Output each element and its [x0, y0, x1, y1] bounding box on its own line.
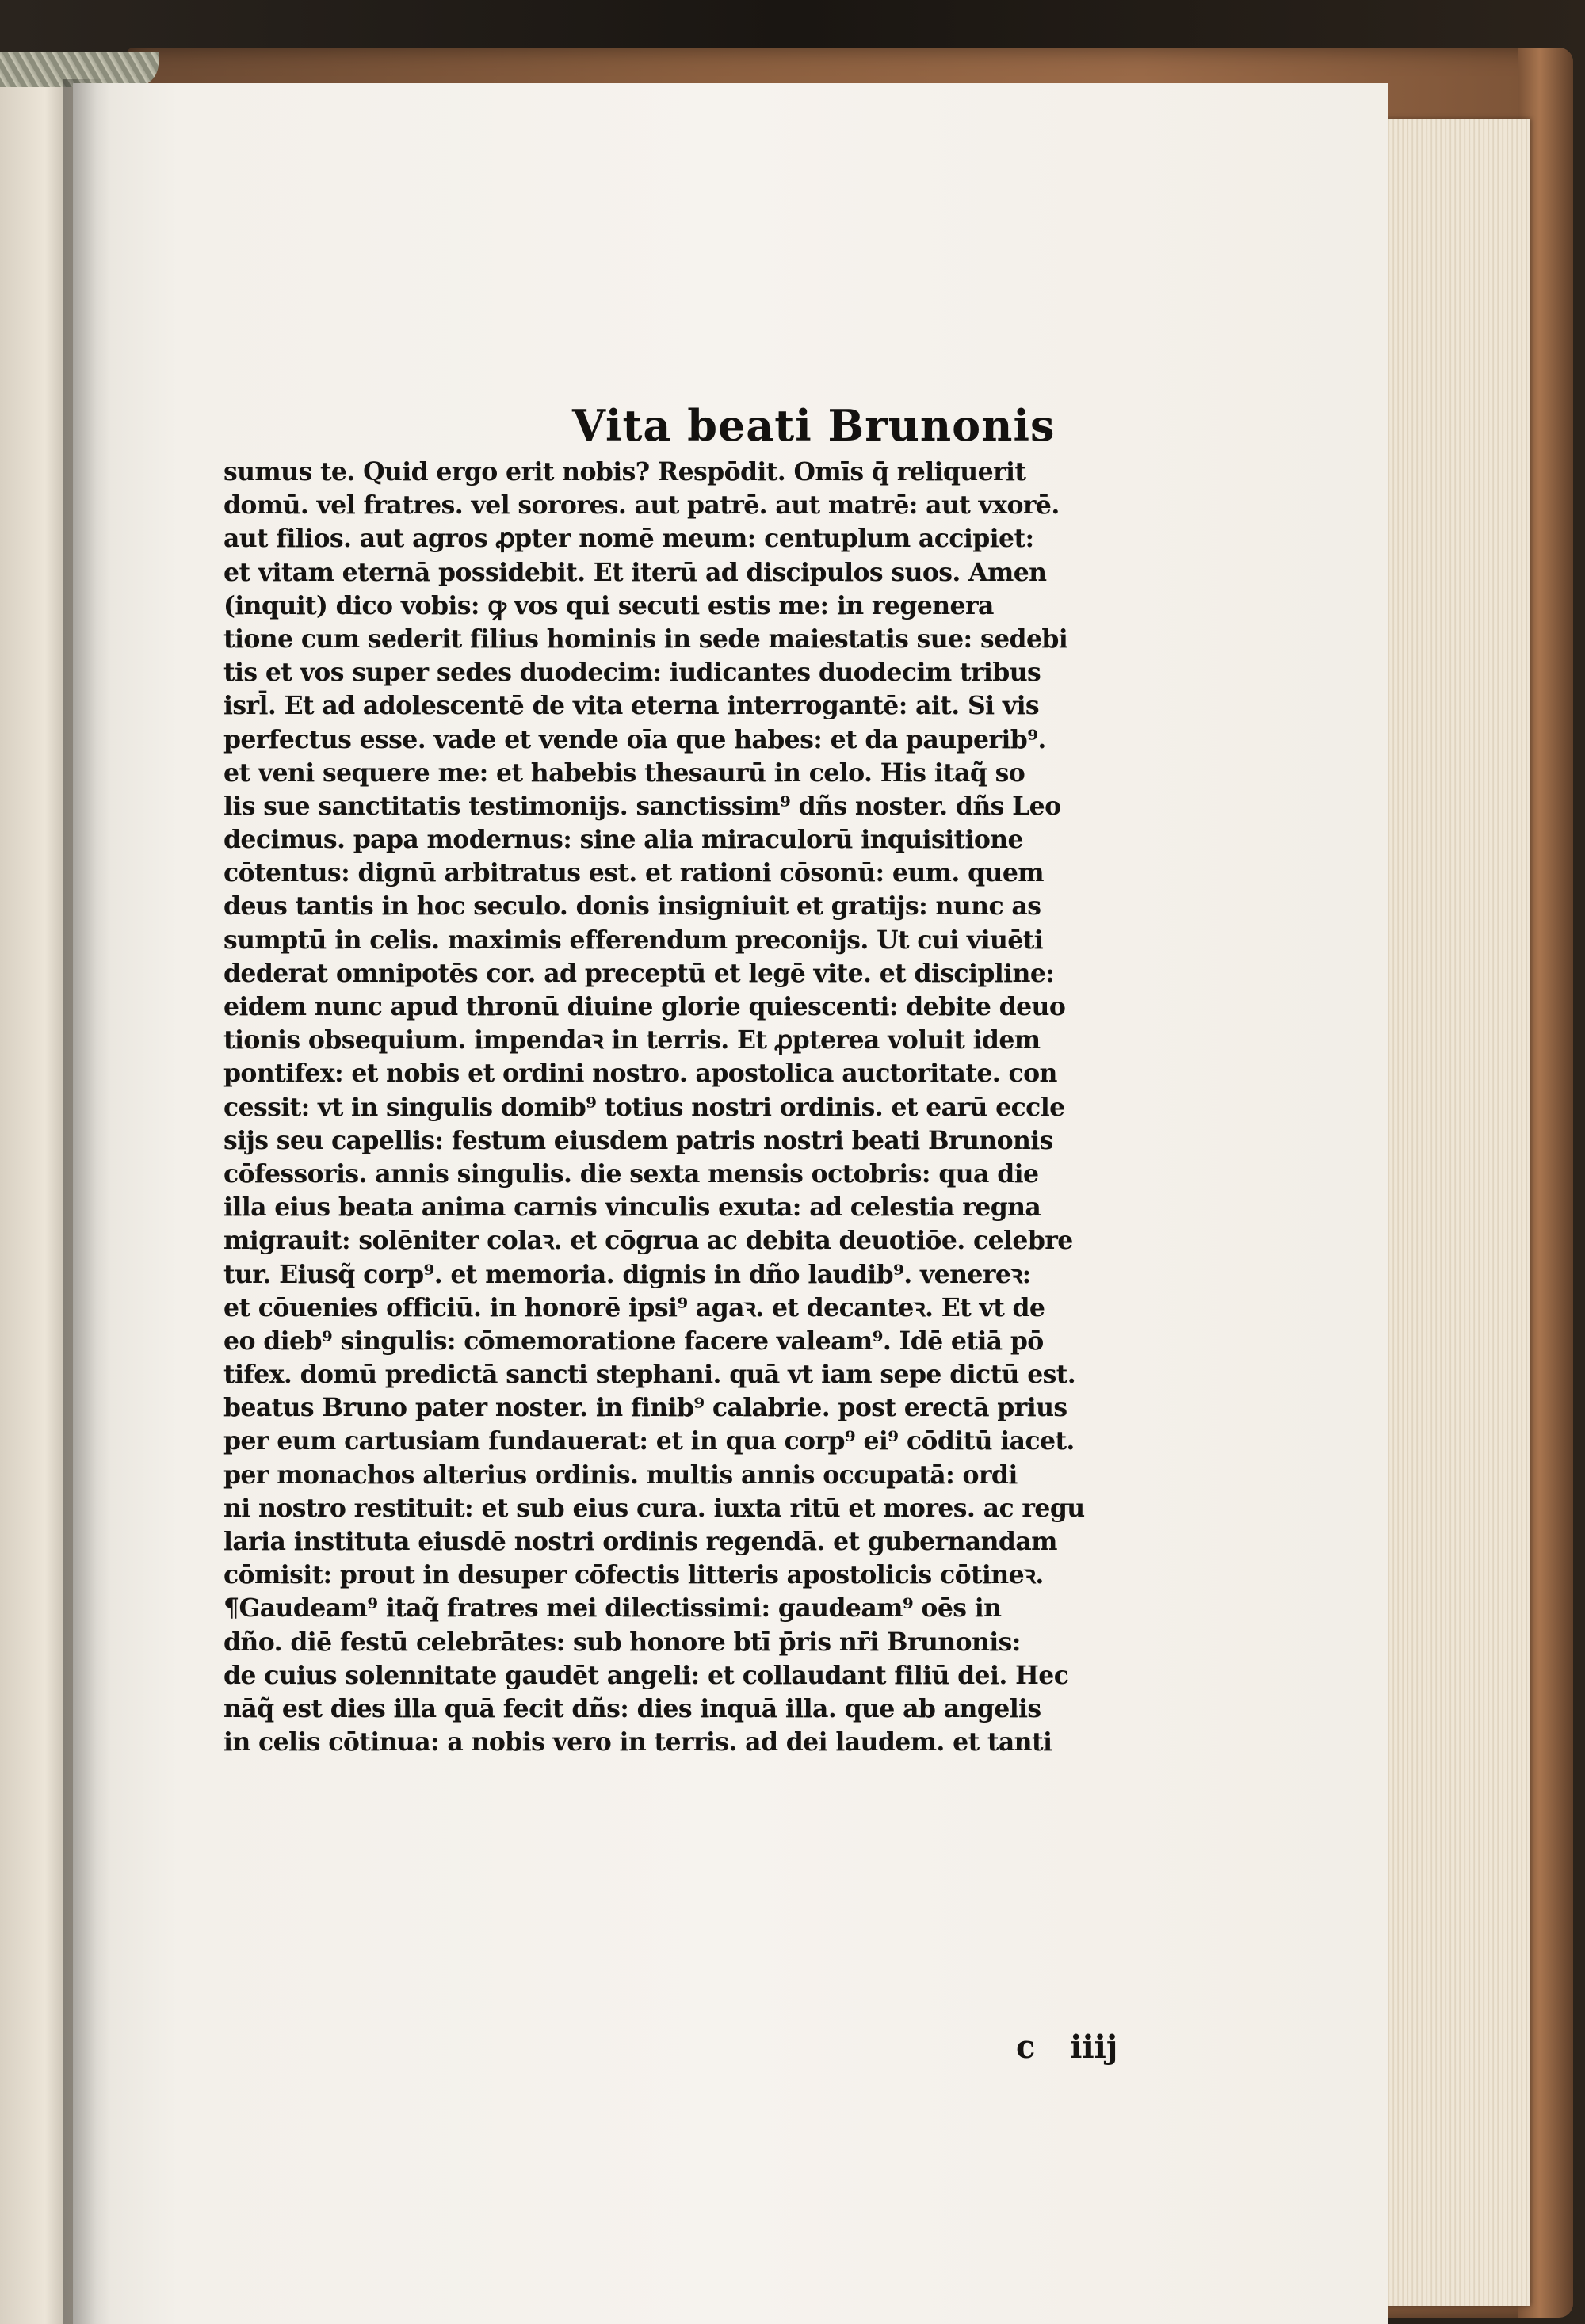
text-line: nāq̃ est dies illa quā fecit dñs: dies inquā illa. que ab angelis: [223, 1693, 1041, 1723]
text-line: (inquit) dico vobis: ꝙ vos qui secuti estis me: in regenera: [223, 590, 994, 620]
signature-mark: c iiij: [1016, 2028, 1118, 2066]
running-head: Vita beati Brunonis: [572, 400, 1056, 451]
gutter-shadow: [63, 79, 111, 2324]
text-line: sumptū in celis. maximis efferendum preconijs. Ut cui viuēti: [223, 925, 1044, 955]
text-line: eidem nunc apud thronū diuine glorie quiescenti: debite deuo: [223, 992, 1066, 1021]
text-line: tifex. domū predictā sancti stephani. quā vt iam sepe dictū est.: [223, 1360, 1076, 1390]
text-line: eo dieb⁹ singulis: cōmemoratione facere valeam⁹. Idē etiā pō: [223, 1326, 1044, 1356]
text-line: tionis obsequium. impendaꝛ in terris. Et ꝓpterea voluit idem: [223, 1025, 1041, 1055]
text-line: beatus Bruno pater noster. in finib⁹ calabrie. post erectā prius: [223, 1393, 1067, 1423]
text-line: dño. diē festū celebrātes: sub honore btī p̄ris nr̄i Brunonis:: [223, 1627, 1021, 1657]
text-line: tione cum sederit filius hominis in sede maiestatis sue: sedebi: [223, 624, 1068, 654]
text-line: laria instituta eiusdē nostri ordinis regendā. et gubernandam: [223, 1527, 1057, 1556]
text-line: cessit: vt in singulis domib⁹ totius nostri ordinis. et earū eccle: [223, 1092, 1065, 1122]
recto-page: [73, 83, 1388, 2324]
text-line: tur. Eiusq̃ corp⁹. et memoria. dignis in dño laudib⁹. venereꝛ:: [223, 1259, 1031, 1289]
text-line: et cōuenies officiū. in honorē ipsi⁹ agaꝛ. et decanteꝛ. Et vt de: [223, 1292, 1045, 1322]
text-line: decimus. papa modernus: sine alia miraculorū inquisitione: [223, 825, 1023, 855]
text-line: lis sue sanctitatis testimonijs. sanctissim⁹ dñs noster. dñs Leo: [223, 791, 1061, 821]
text-column: [223, 456, 1254, 1759]
text-line: domū. vel fratres. vel sorores. aut patrē. aut matrē: aut vxorē.: [223, 490, 1060, 521]
text-line: ¶Gaudeam⁹ itaq̃ fratres mei dilectissimi: gaudeam⁹ oēs in: [223, 1593, 1002, 1624]
text-line: per monachos alterius ordinis. multis annis occupatā: ordi: [223, 1460, 1018, 1490]
text-line: cōmisit: prout in desuper cōfectis litteris apostolicis cōtineꝛ.: [223, 1560, 1044, 1590]
text-line: migrauit: solēniter colaꝛ. et cōgrua ac debita deuotiōe. celebre: [223, 1226, 1073, 1256]
text-line: isrl̄. Et ad adolescentē de vita eterna interrogantē: ait. Si vis: [223, 691, 1040, 721]
text-line: dederat omnipotēs cor. ad preceptū et legē vite. et discipline:: [223, 958, 1055, 988]
text-line: pontifex: et nobis et ordini nostro. apostolica auctoritate. con: [223, 1059, 1057, 1089]
text-line: et vitam eternā possidebit. Et iterū ad discipulos suos. Amen: [223, 557, 1047, 587]
text-line: ni nostro restituit: et sub eius cura. iuxta ritū et mores. ac regu: [223, 1493, 1085, 1523]
text-line: tis et vos super sedes duodecim: iudicantes duodecim tribus: [223, 658, 1041, 688]
text-line: cōtentus: dignū arbitratus est. et rationi cōsonū: eum. quem: [223, 858, 1044, 888]
text-line: aut filios. aut agros ꝓpter nomē meum: centuplum accipiet:: [223, 524, 1034, 554]
text-line: et veni sequere me: et habebis thesaurū in celo. His itaq̃ so: [223, 757, 1025, 788]
text-line: sijs seu capellis: festum eiusdem patris nostri beati Brunonis: [223, 1125, 1053, 1155]
text-line: illa eius beata anima carnis vinculis exuta: ad celestia regna: [223, 1193, 1041, 1223]
text-line: deus tantis in hoc seculo. donis insigniuit et gratijs: nunc as: [223, 891, 1041, 922]
text-line: sumus te. Quid ergo erit nobis? Respōdit. Omīs q̄ reliquerit: [223, 457, 1026, 487]
text-line: de cuius solennitate gaudēt angeli: et collaudant filiū dei. Hec: [223, 1660, 1069, 1690]
text-line: perfectus esse. vade et vende oīa que habes: et da pauperib⁹.: [223, 724, 1046, 754]
text-line: per eum cartusiam fundauerat: et in qua corp⁹ ei⁹ cōditū iacet.: [223, 1426, 1075, 1456]
text-line: cōfessoris. annis singulis. die sexta mensis octobris: qua die: [223, 1158, 1039, 1189]
text-line: in celis cōtinua: a nobis vero in terris. ad dei laudem. et tanti: [223, 1727, 1052, 1757]
